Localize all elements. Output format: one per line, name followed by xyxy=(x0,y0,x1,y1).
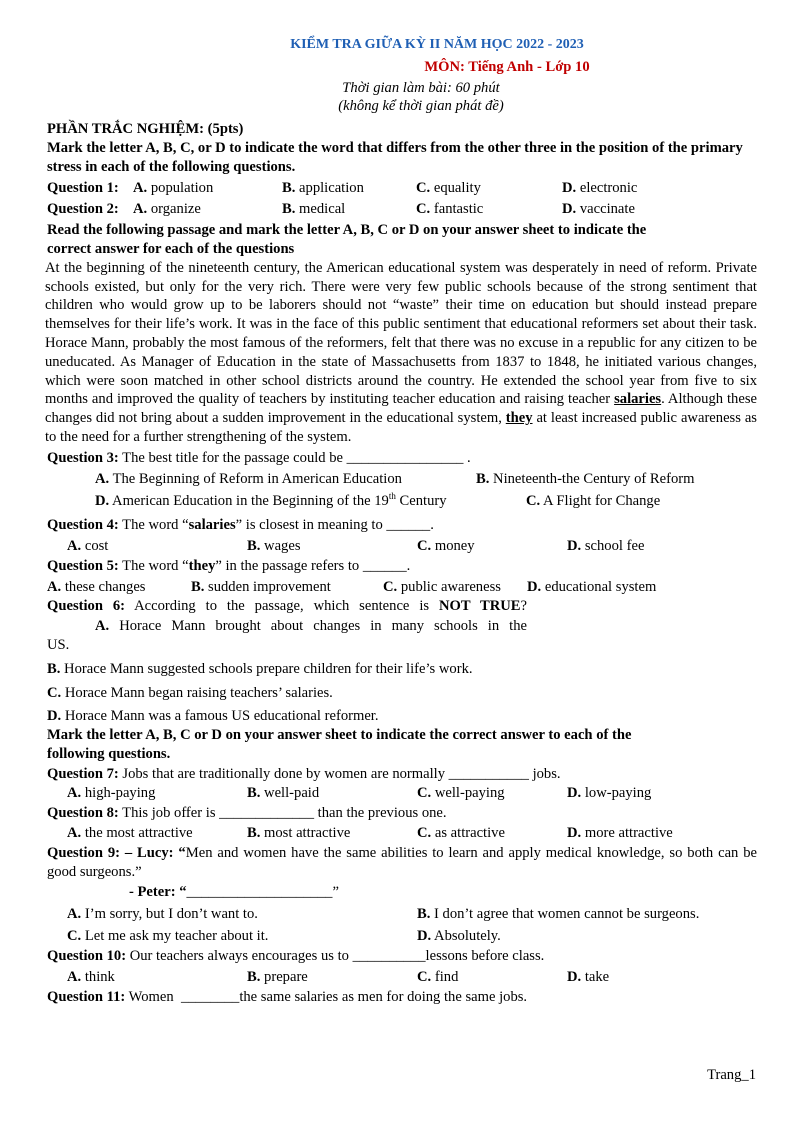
option-d: more attractive xyxy=(581,825,673,842)
question-stem: This job offer is _____________ than the previous one. xyxy=(118,805,447,822)
option-a: the most attractive xyxy=(81,825,193,842)
option-c: Let me ask my teacher about it. xyxy=(81,928,269,945)
option-a: think xyxy=(81,968,115,985)
option-d: low-paying xyxy=(581,785,652,802)
option-b: Horace Mann suggested schools prepare children for their life’s work. xyxy=(60,660,473,677)
peter-line: ____________________” xyxy=(186,884,339,901)
question-2: Question 2: A. organize B. medical C. fantastic D. vaccinate xyxy=(47,201,635,218)
option-c: public awareness xyxy=(397,578,501,595)
option-c: well-paying xyxy=(431,785,505,802)
question-label: Question 11: xyxy=(47,989,126,1006)
option-b: sudden improvement xyxy=(204,578,331,595)
section-title: PHẦN TRẮC NGHIỆM: (5pts) xyxy=(47,121,244,138)
time-line: Thời gian làm bài: 60 phút xyxy=(342,79,500,96)
question-4: Question 4: The word “salaries” is closest in meaning to ______. A. cost B. wages C. money D. school fee xyxy=(47,517,645,554)
exam-title: KIỂM TRA GIỮA KỲ II NĂM HỌC 2022 - 2023 xyxy=(290,37,584,52)
option-c: money xyxy=(431,537,475,554)
question-label: Question 10: xyxy=(47,947,127,964)
option-a: Horace Mann brought about changes in many schools in the xyxy=(109,618,527,635)
option-d: school fee xyxy=(581,537,645,554)
option-c: Horace Mann began raising teachers’ salaries. xyxy=(61,684,333,701)
question-6: Question 6: According to the passage, which sentence is NOT TRUE? A. Horace Mann brought about changes in many schools in the US. B. Horace Mann suggested schools prepare children for their life’s work. C. Horace Mann began raising teachers’ salaries. D. Horace Mann was a famous US educational reformer. xyxy=(47,598,528,725)
question-label: Question 5: xyxy=(47,557,119,574)
question-3: Question 3: The best title for the passage could be ________________ . A. The Beginning of Reform in American Education B. Nineteenth-the Century of Reform D. American Education in the Beginning of the 19th Century C. A Flight for Change xyxy=(47,449,695,510)
question-stem: The best title for the passage could be ________________ . xyxy=(118,449,471,466)
page-number: Trang_1 xyxy=(707,1067,756,1083)
question-stem: Our teachers always encourages us to __________lessons before class. xyxy=(126,947,545,964)
keyword-salaries: salaries xyxy=(614,391,662,408)
question-7: Question 7: Jobs that are traditionally done by women are normally ___________ jobs. A. high-paying B. well-paid C. well-paying D. low-paying xyxy=(47,765,652,802)
question-stem: Jobs that are traditionally done by women are normally ___________ jobs. xyxy=(118,765,561,782)
time-note: (không kể thời gian phát đề) xyxy=(338,98,504,115)
question-stem: Women ________the same salaries as men for doing the same jobs. xyxy=(125,989,528,1006)
question-label: Question 3: xyxy=(47,449,119,466)
question-8: Question 8: This job offer is _____________ than the previous one. A. the most attractive B. most attractive C. as attractive D. more attractive xyxy=(47,805,673,842)
option-d: American Education in the Beginning of the 19th Century xyxy=(109,491,447,510)
option-a: organize xyxy=(147,201,201,218)
option-a: these changes xyxy=(61,578,146,595)
option-b: medical xyxy=(295,201,346,218)
question-label: Question 9: xyxy=(47,844,120,861)
question-label: Question 2: xyxy=(47,201,119,218)
subject-line: MÔN: Tiếng Anh - Lớp 10 xyxy=(424,58,590,75)
option-a: cost xyxy=(81,537,109,554)
option-b: wages xyxy=(260,537,301,554)
instruction-questions: Mark the letter A, B, C or D on your answer sheet to indicate the correct answer to each of the following questions. xyxy=(47,727,632,762)
question-label: Question 1: xyxy=(47,179,119,196)
option-b: Nineteenth-the Century of Reform xyxy=(489,470,695,487)
question-label: Question 7: xyxy=(47,765,119,782)
option-a: The Beginning of Reform in American Education xyxy=(109,470,402,487)
question-10: Question 10: Our teachers always encourages us to __________lessons before class. A. think B. prepare C. find D. take xyxy=(47,947,610,985)
question-1: Question 1: A. population B. application C. equality D. electronic xyxy=(47,179,638,196)
question-5: Question 5: The word “they” in the passage refers to ______. A. these changes B. sudden improvement C. public awareness D. educational system xyxy=(47,557,657,595)
option-d: educational system xyxy=(541,578,657,595)
question-9: Question 9: – Lucy: “Men and women have the same abilities to learn and apply medical knowledge, so both can be good surgeons.” - Peter: “____________________” A. I’m sorry, but I don’t want to. B. I don’t agree that women cannot be surgeons. C. Let me ask my teacher about it. D. Absolutely. xyxy=(47,844,758,945)
option-b: well-paid xyxy=(260,785,320,802)
option-c: fantastic xyxy=(430,201,484,218)
question-11 xyxy=(47,988,757,1007)
option-d: Horace Mann was a famous US educational reformer. xyxy=(61,708,379,725)
option-c: as attractive xyxy=(431,825,505,842)
option-d: take xyxy=(581,968,610,985)
option-c: find xyxy=(431,968,459,985)
option-b: most attractive xyxy=(260,825,351,842)
option-d: vaccinate xyxy=(576,201,635,218)
reading-passage: At the beginning of the nineteenth century, the American educational system was desperately in need of reform. Private schools existed, but only for the very rich. There were very few public schools because of the strong sentiment that children who would grow up to be laborers should not “waste” their time on education but should instead prepare themselves for their life’s work. It was in the face of this public sentiment that educational reformers set about their task. Horace Mann, probably the most famous of the reformers, felt that there was no excuse in a republic for any citizen to be uneducated. As Manager of Education in the state of Massachusetts from 1837 to 1848, he initiated various changes, which were soon matched in other school districts around the country. He extended the school year from five to six months and improved the quality of teachers by instituting teacher education and raising teacher salaries. Although these changes did not bring about a sudden improvement in the educational system, they at least increased public awareness as to the need for a further strengthening of the system. xyxy=(45,259,757,445)
question-label: Question 4: xyxy=(47,517,119,534)
option-b: prepare xyxy=(260,968,308,985)
option-c: A Flight for Change xyxy=(540,493,661,510)
instruction-stress: Mark the letter A, B, C, or D to indicate the word that differs from the other three in the position of the primary stress in each of the following questions. xyxy=(47,139,743,175)
option-a: I’m sorry, but I don’t want to. xyxy=(81,906,258,923)
option-b: application xyxy=(295,179,364,196)
option-c: equality xyxy=(430,179,481,196)
option-b: I don’t agree that women cannot be surgeons. xyxy=(430,906,700,923)
question-label: Question 6: xyxy=(47,598,126,615)
lucy-line: Men and women have the same abilities to learn and apply medical knowledge, so both can be good surgeons.” xyxy=(47,844,758,880)
option-a: population xyxy=(147,179,214,196)
option-a: high-paying xyxy=(81,785,156,802)
exam-page xyxy=(47,36,757,1007)
keyword-they: they xyxy=(505,410,533,427)
option-d: electronic xyxy=(576,179,638,196)
instruction-passage: Read the following passage and mark the letter A, B, C or D on your answer sheet to indicate the correct answer for each of the questions xyxy=(47,222,647,257)
option-d: Absolutely. xyxy=(431,928,501,945)
question-label: Question 8: xyxy=(47,805,119,822)
